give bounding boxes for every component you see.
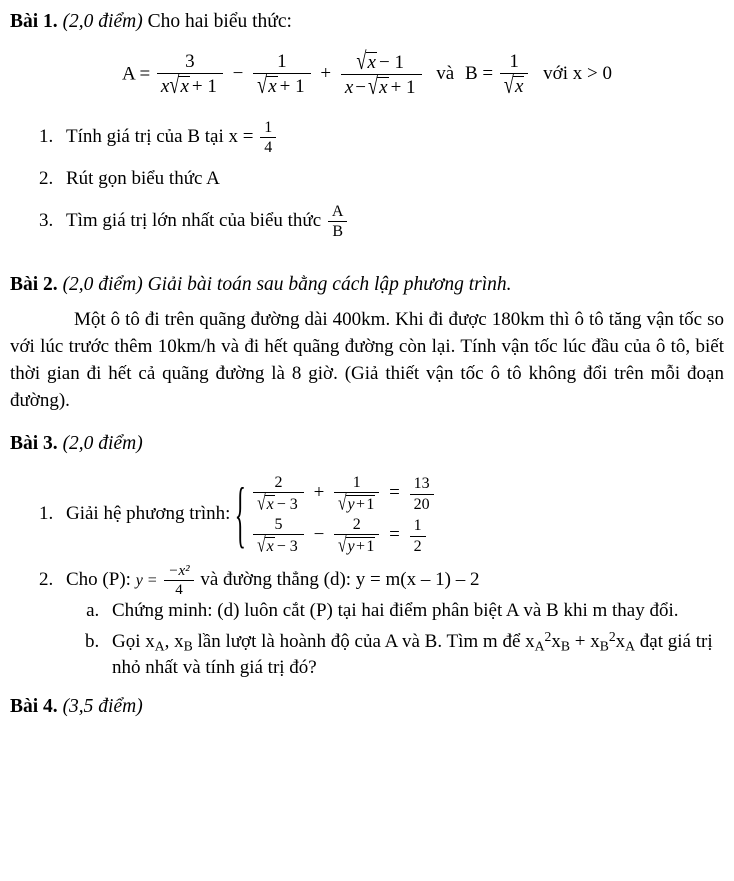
item-text	[66, 118, 278, 156]
fraction-numerator: 5	[253, 516, 304, 535]
problem-1-item-list	[10, 119, 724, 241]
equals-sign: =	[389, 482, 400, 504]
list-item	[58, 563, 724, 682]
text-run: đạt giá trị nhỏ nhất và tính giá trị đó?	[112, 630, 713, 679]
spacer	[10, 298, 724, 307]
problem-points: (2,0 điểm)	[62, 273, 143, 295]
fraction-numerator: A	[328, 203, 348, 222]
fraction-a-over-b	[328, 203, 348, 241]
radical-sign-icon: √	[503, 71, 514, 99]
list-item	[104, 626, 724, 682]
plus-one: + 1	[191, 76, 217, 98]
variable-x: x	[344, 77, 354, 99]
fraction-term-b	[500, 52, 529, 98]
plus-operator: +	[313, 482, 325, 504]
minus-operator: −	[232, 63, 244, 85]
parabola-lhs: y =	[135, 572, 158, 590]
sqrt-x-icon	[169, 71, 190, 99]
fraction-numerator: 1	[253, 52, 311, 75]
radicand: y + 1	[347, 496, 375, 514]
fraction-lhs-1	[253, 516, 304, 556]
radical-sign-icon: √	[257, 534, 266, 558]
subscript-a: A	[625, 637, 636, 653]
problem-heading-bai-3	[10, 430, 724, 458]
problem-intro-text: Giải bài toán sau bằng cách lập phương trình.	[147, 273, 512, 295]
fraction-denominator	[341, 72, 422, 100]
fraction-denominator	[253, 493, 304, 514]
spacer	[10, 99, 724, 119]
line-equation-text: và đường thẳng (d): y = m(x – 1) – 2	[200, 569, 480, 591]
problem-2-body: Một ô tô đi trên quãng đường dài 400km. Khi đi được 180km thì ô tô tăng vận tốc so với lúc trước thêm 10km/h và đi hết quãng đường còn lại. Tính vận tốc lúc đầu của ô tô, biết thời gian đi hết cả quãng đường là 8 giờ. (Giả thiết vận tốc ô tô không đổi trên mỗi đoạn đường).	[10, 309, 724, 412]
minus-one: − 1	[378, 51, 404, 73]
subscript-a: A	[534, 637, 545, 653]
item-text	[66, 563, 480, 599]
fraction-lhs-1	[253, 474, 304, 514]
radical-sign-icon: √	[368, 72, 379, 100]
subscript-b: B	[560, 637, 570, 653]
fraction-numerator: 1	[334, 474, 379, 493]
radicand: x	[367, 51, 376, 73]
item-text-label: Rút gọn biểu thức A	[66, 168, 220, 190]
item-text-label: Tính giá trị của B tại x =	[66, 125, 254, 147]
fraction-denominator: 20	[413, 495, 430, 513]
problem-label: Bài 3.	[10, 433, 58, 455]
radical-sign-icon: √	[338, 492, 347, 516]
list-item	[58, 166, 724, 193]
problem-intro-text: Cho hai biểu thức:	[147, 11, 292, 32]
text-run: Gọi x	[112, 630, 155, 652]
radical-sign-icon: √	[257, 492, 266, 516]
expression-b-label: B =	[464, 63, 494, 85]
minus-three: − 3	[276, 538, 298, 556]
brace-icon: {	[234, 471, 246, 556]
problem-label: Bài 2.	[10, 273, 58, 295]
radicand: x	[180, 76, 189, 98]
item-text-label: Cho (P):	[66, 569, 131, 591]
sqrt-x-icon	[257, 71, 278, 99]
item-text	[66, 203, 349, 241]
radicand: y + 1	[347, 538, 375, 556]
domain-condition: với x > 0	[543, 63, 612, 85]
radical-sign-icon: √	[257, 71, 268, 99]
fraction-numerator: 2	[334, 516, 379, 535]
spacer	[10, 458, 724, 473]
fraction-numerator: 1	[410, 517, 426, 536]
subitem-text-label: Chứng minh: (d) luôn cắt (P) tại hai điểm phân biệt A và B khi m thay đổi.	[112, 600, 679, 622]
radicand: x	[514, 76, 524, 98]
problem-points: (2,0 điểm)	[62, 433, 143, 455]
expression-a-and-b	[10, 47, 724, 100]
problem-3-subitem-list	[66, 598, 724, 682]
subscript-b: B	[183, 637, 193, 653]
radical-sign-icon: √	[338, 534, 347, 558]
problem-label: Bài 4.	[10, 696, 58, 718]
plus-operator: +	[320, 63, 332, 85]
fraction-numerator: 3	[157, 52, 223, 75]
minus-three: − 3	[276, 496, 298, 514]
minus-operator: −	[355, 77, 366, 99]
list-item	[58, 473, 724, 557]
equation-row-2	[251, 515, 435, 557]
spacer	[10, 415, 724, 430]
fraction-rhs-2	[410, 517, 426, 555]
superscript-2: 2	[608, 628, 616, 644]
radical-sign-icon: √	[169, 71, 180, 99]
equals-sign: =	[389, 524, 400, 546]
expression-a-label: A =	[122, 63, 151, 85]
sqrt-y-plus-1-icon	[338, 494, 375, 514]
spacer	[10, 684, 724, 693]
radicand: x	[266, 538, 274, 556]
fraction-denominator	[253, 71, 311, 99]
text-run: x	[551, 630, 561, 652]
sqrt-x-icon	[257, 494, 275, 514]
problem-heading-bai-4	[10, 693, 724, 721]
fraction-denominator: 4	[264, 138, 273, 156]
plus-one: + 1	[279, 76, 305, 98]
radical-sign-icon: √	[356, 47, 367, 75]
text-run: + x	[569, 630, 600, 652]
fraction-numerator	[341, 47, 422, 76]
sqrt-x-icon	[356, 47, 377, 75]
problem-label: Bài 1.	[10, 11, 58, 32]
text-run: x	[615, 630, 626, 652]
fraction-denominator: 4	[175, 582, 183, 599]
text-run: lần lượt là hoành độ của A và B. Tìm m để x	[192, 630, 535, 652]
fraction-numerator: 13	[410, 475, 434, 494]
item-text	[66, 471, 436, 558]
list-item	[58, 119, 724, 157]
fraction-term-1	[157, 52, 223, 98]
fraction-term-3	[341, 47, 422, 100]
fraction-lhs-2	[334, 516, 379, 556]
list-item	[58, 203, 724, 241]
sqrt-x-icon	[257, 536, 275, 556]
fraction-term-2	[253, 52, 311, 98]
equation-row-1	[251, 473, 435, 515]
minus-operator: −	[313, 524, 325, 546]
subscript-b: B	[599, 637, 609, 653]
sqrt-x-icon	[368, 72, 389, 100]
sqrt-x-icon	[503, 71, 525, 99]
item-text-label: Tìm giá trị lớn nhất của biểu thức	[66, 210, 322, 232]
sqrt-y-plus-1-icon	[338, 536, 375, 556]
conjunction-va: và	[436, 63, 455, 85]
fraction-denominator: 2	[413, 537, 422, 555]
list-item	[104, 598, 724, 625]
problem-points: (2,0 điểm)	[62, 11, 143, 32]
fraction-denominator: B	[332, 223, 343, 241]
fraction-denominator	[157, 71, 223, 99]
fraction-numerator: 1	[500, 52, 529, 75]
text-run: , x	[164, 630, 184, 652]
fraction-numerator: 2	[253, 474, 304, 493]
plus-one: + 1	[390, 77, 416, 99]
fraction-parabola	[164, 563, 193, 598]
problem-3-item-list	[10, 473, 724, 682]
item-text-label: Giải hệ phương trình:	[66, 503, 231, 525]
fraction-lhs-2	[334, 474, 379, 514]
radicand: x	[268, 76, 277, 98]
system-of-equations	[235, 473, 435, 557]
problem-heading-bai-1	[10, 8, 724, 36]
problem-heading-bai-2	[10, 271, 724, 299]
variable-x: x	[160, 76, 170, 98]
fraction-one-quarter	[260, 119, 276, 157]
spacer	[10, 36, 724, 51]
superscript-2: 2	[544, 628, 552, 644]
fraction-denominator	[334, 535, 379, 556]
fraction-numerator: −x²	[164, 563, 193, 581]
fraction-rhs-1	[410, 475, 434, 513]
fraction-numerator: 1	[260, 119, 276, 138]
radicand: x	[379, 77, 388, 99]
fraction-denominator	[500, 71, 529, 99]
fraction-denominator	[253, 535, 304, 556]
subitem-text-label	[112, 628, 713, 679]
subscript-a: A	[154, 637, 165, 653]
spacer	[10, 251, 724, 271]
problem-points: (3,5 điểm)	[62, 696, 143, 718]
radicand: x	[266, 496, 274, 514]
fraction-denominator	[334, 493, 379, 514]
